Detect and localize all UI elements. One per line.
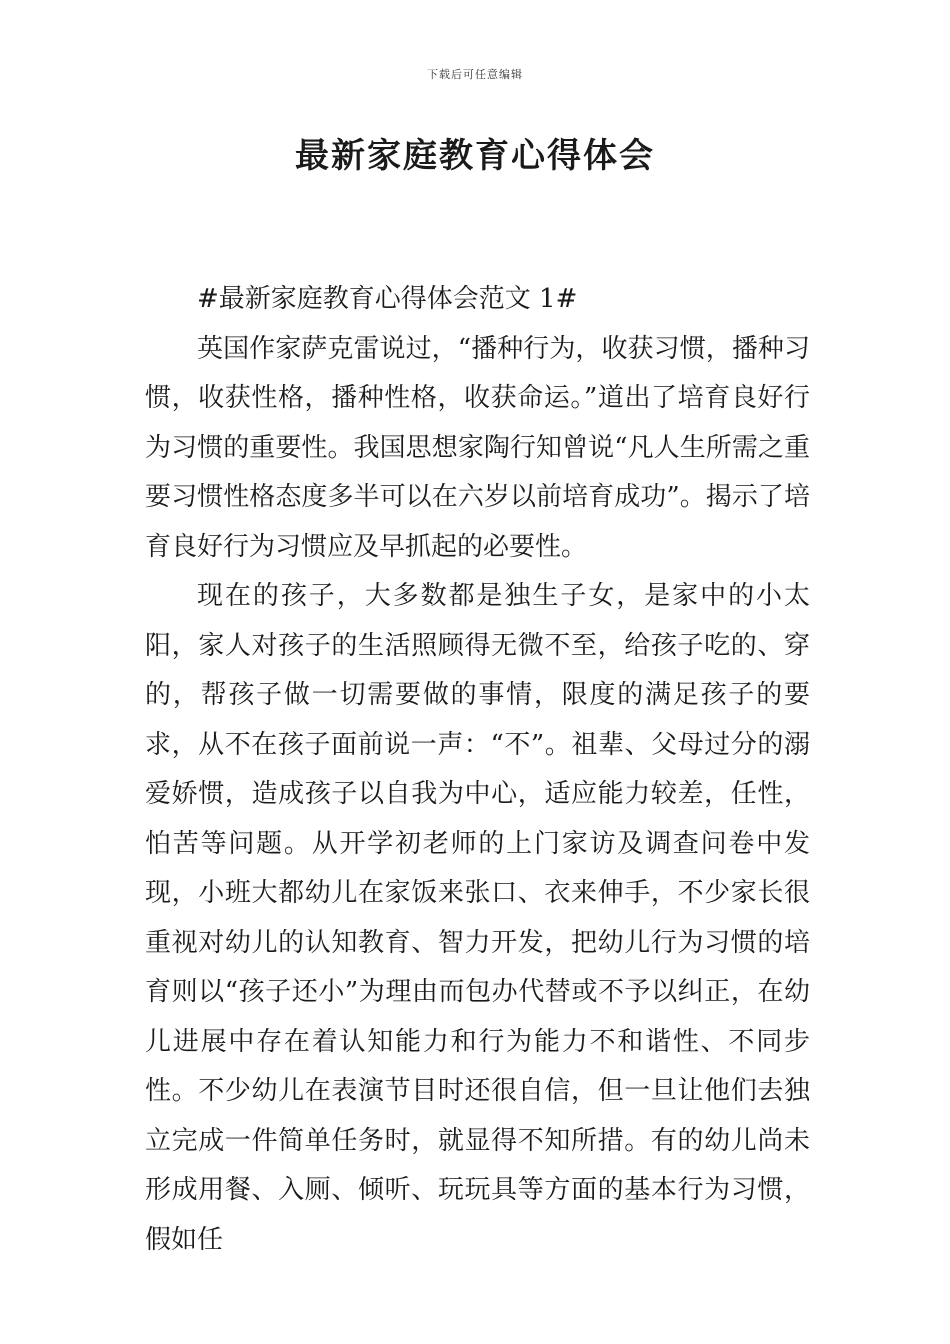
section-heading: #最新家庭教育心得体会范文 1# <box>197 284 578 314</box>
page-title: 最新家庭教育心得体会 <box>295 136 655 176</box>
header-note: 下载后可任意编辑 <box>427 68 523 81</box>
paragraph: 英国作家萨克雷说过，“播种行为，收获习惯，播种习惯，收获性格，播种性格，收获命运。”道出了培育良好行为习惯的重要性。我国思想家陶行知曾说“凡人生所需之重要习惯性格态度多半可以在六岁以前培育成功”。揭示了培育良好行为习惯应及早抓起的必要性。 <box>145 333 810 562</box>
document-body <box>145 275 810 1265</box>
paragraph: 现在的孩子，大多数都是独生子女，是家中的小太阳，家人对孩子的生活照顾得无微不至，给孩子吃的、穿的，帮孩子做一切需要做的事情，限度的满足孩子的要求，从不在孩子面前说一声：“不”。祖辈、父母过分的溺爱娇惯，造成孩子以自我为中心，适应能力较差，任性，怕苦等问题。从开学初老师的上门家访及调查问卷中发现，小班大都幼儿在家饭来张口、衣来伸手，不少家长很重视对幼儿的认知教育、智力开发，把幼儿行为习惯的培育则以“孩子还小”为理由而包办代替或不予以纠正，在幼儿进展中存在着认知能力和行为能力不和谐性、不同步性。不少幼儿在表演节目时还很自信，但一旦让他们去独立完成一件简单任务时，就显得不知所措。有的幼儿尚未形成用餐、入厕、倾听、玩玩具等方面的基本行为习惯，假如任 <box>145 581 810 1255</box>
